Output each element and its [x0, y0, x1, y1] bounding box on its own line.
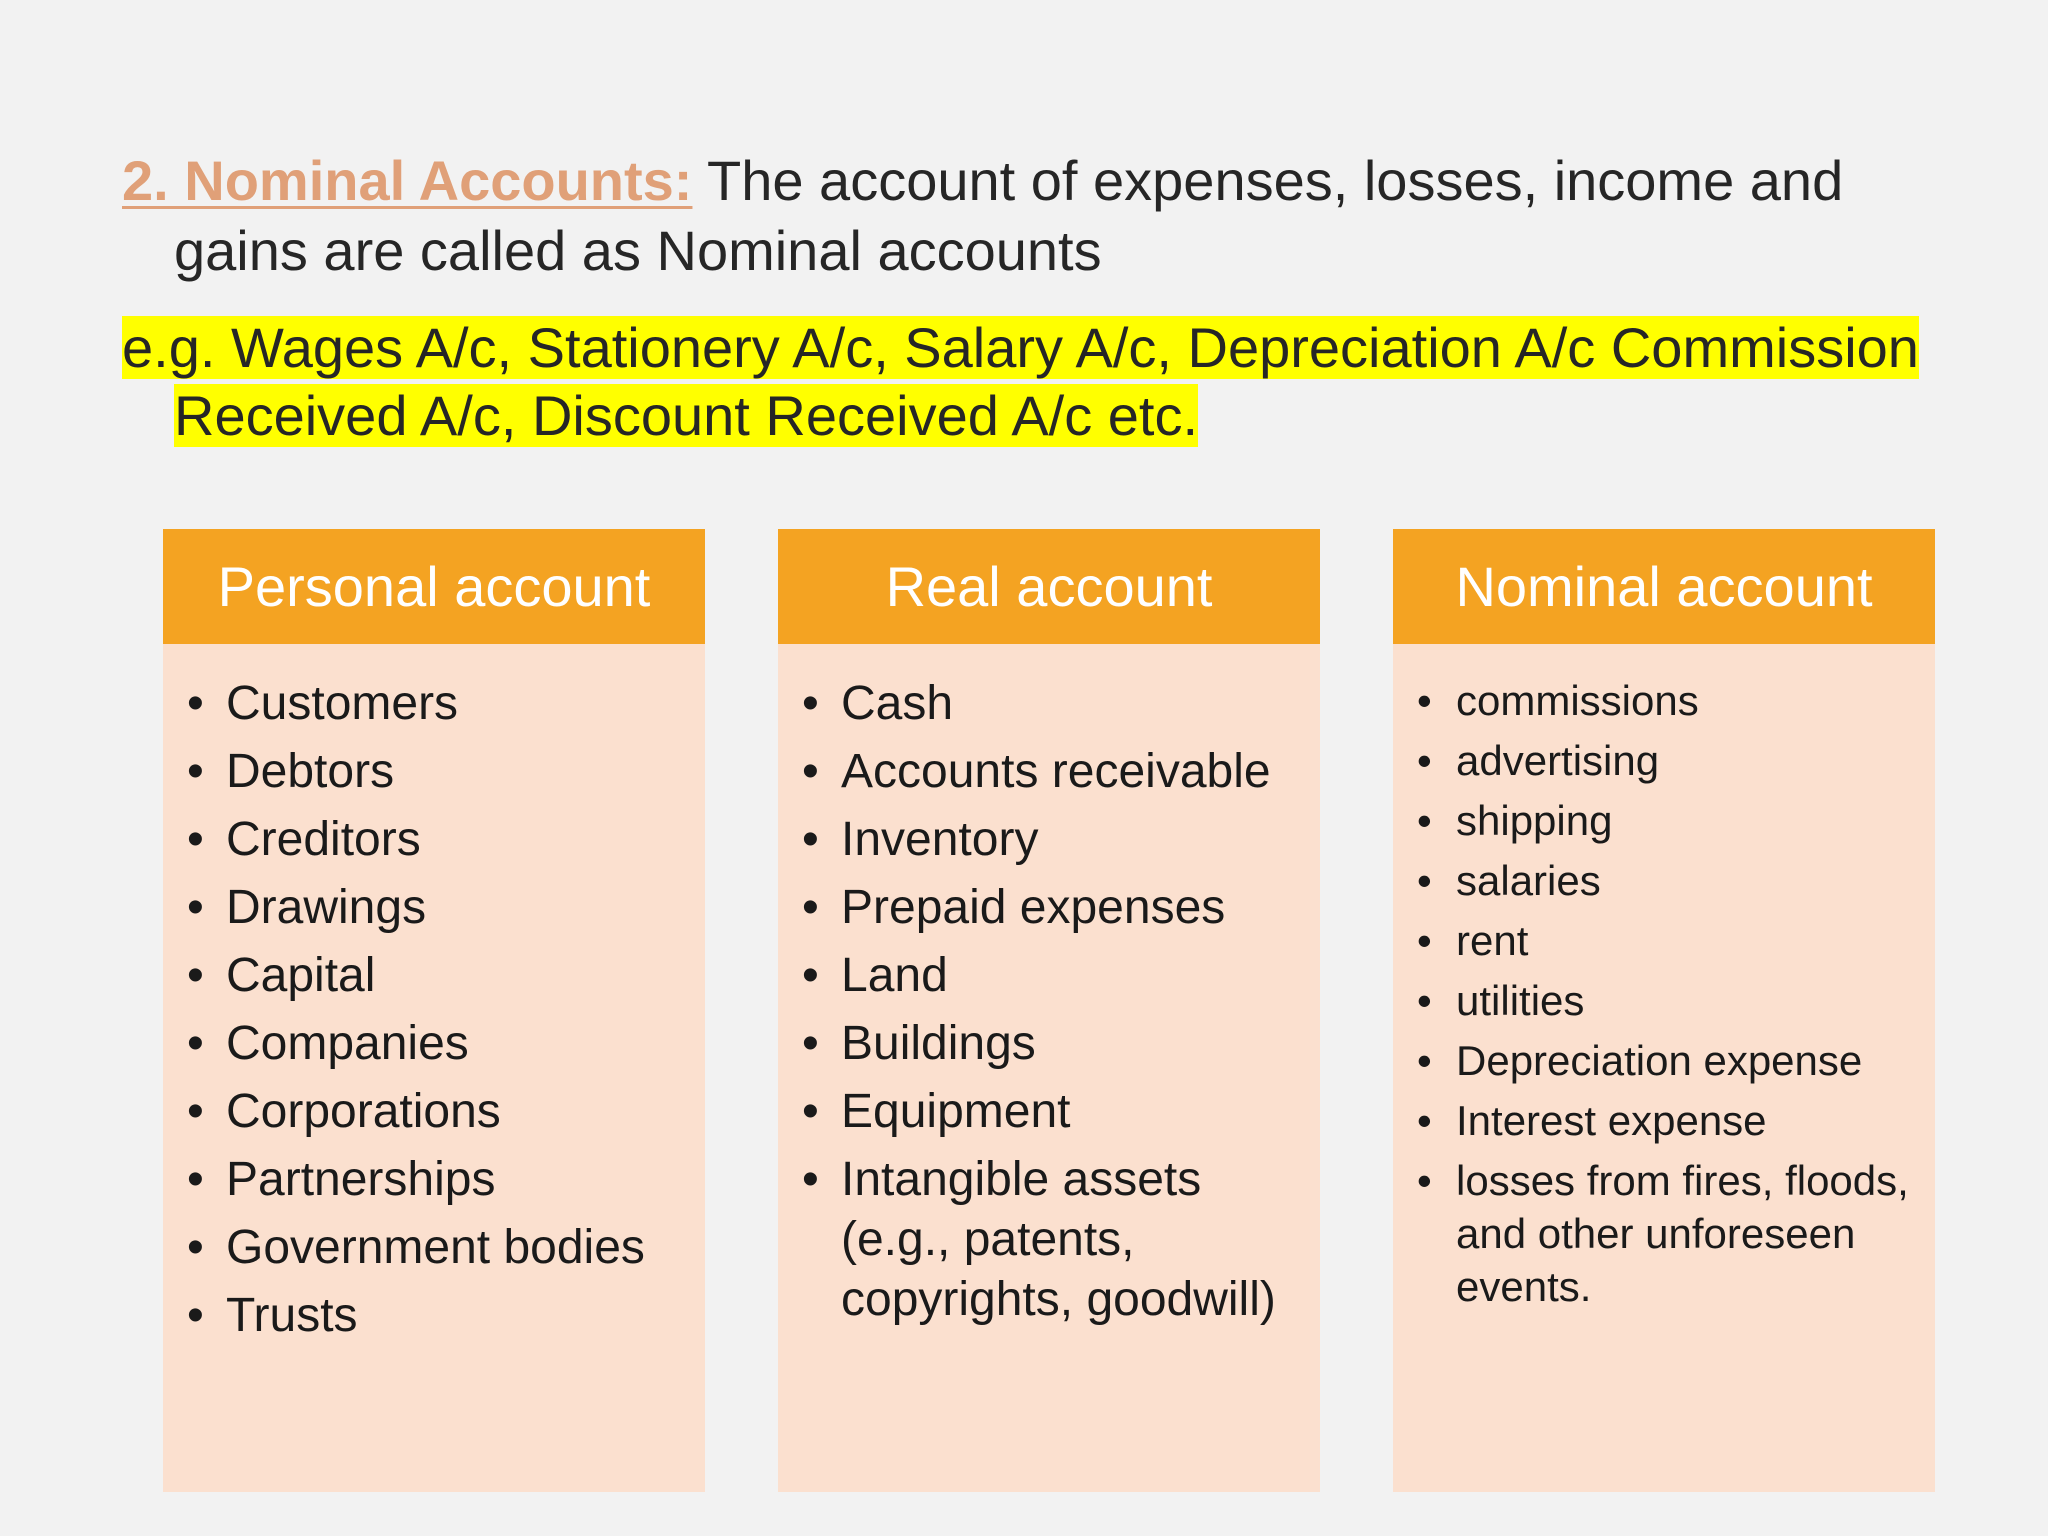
- list-item-label: Capital: [226, 949, 376, 1002]
- bullet-icon: •: [1417, 1037, 1432, 1084]
- list-item: [778, 1150, 1320, 1330]
- list-item: [163, 1286, 705, 1346]
- nominal-account-card: [1393, 529, 1935, 1492]
- bullet-icon: •: [1417, 677, 1432, 724]
- list-item: [163, 742, 705, 802]
- list-item-label: Depreciation expense: [1456, 1037, 1863, 1084]
- bullet-icon: •: [802, 1153, 819, 1206]
- list-item: [1393, 914, 1935, 967]
- list-item: [1393, 794, 1935, 847]
- definition-text-1: The account of expenses, losses, income and: [707, 149, 1844, 212]
- nominal-account-list: [1393, 644, 1935, 1313]
- list-item-label: Partnerships: [226, 1153, 496, 1206]
- bullet-icon: •: [802, 677, 819, 730]
- real-account-card: [778, 529, 1320, 1492]
- list-item: [163, 810, 705, 870]
- list-item: [163, 878, 705, 938]
- bullet-icon: •: [187, 677, 204, 730]
- real-account-title: Real account: [778, 529, 1320, 644]
- examples-line-2: [122, 382, 2002, 450]
- list-item: [163, 674, 705, 734]
- list-item: [778, 810, 1320, 870]
- list-item: [778, 878, 1320, 938]
- bullet-icon: •: [187, 1017, 204, 1070]
- bullet-icon: •: [1417, 1157, 1432, 1204]
- list-item-label: Land: [841, 949, 948, 1002]
- list-item-label: Prepaid expenses: [841, 881, 1226, 934]
- list-item-label: advertising: [1456, 737, 1660, 784]
- list-item-label: shipping: [1456, 797, 1613, 844]
- bullet-icon: •: [187, 1085, 204, 1138]
- list-item-label: Drawings: [226, 881, 427, 934]
- list-item: [1393, 854, 1935, 907]
- bullet-icon: •: [187, 1153, 204, 1206]
- bullet-icon: •: [1417, 737, 1432, 784]
- bullet-icon: •: [802, 813, 819, 866]
- bullet-icon: •: [187, 813, 204, 866]
- bullet-icon: •: [1417, 917, 1432, 964]
- examples-text-1: e.g. Wages A/c, Stationery A/c, Salary A/c, Depreciation A/c Commission: [122, 316, 1919, 379]
- list-item-label: Creditors: [226, 813, 421, 866]
- bullet-icon: •: [1417, 1097, 1432, 1144]
- list-item: [1393, 1154, 1935, 1313]
- definition-term: 2. Nominal Accounts:: [122, 149, 693, 212]
- bullet-icon: •: [187, 1221, 204, 1274]
- list-item-label: utilities: [1456, 977, 1585, 1024]
- list-item-label: Companies: [226, 1017, 469, 1070]
- bullet-icon: •: [1417, 857, 1432, 904]
- list-item-label: rent: [1456, 917, 1529, 964]
- personal-account-title: Personal account: [163, 529, 705, 644]
- bullet-icon: •: [802, 881, 819, 934]
- list-item: [163, 946, 705, 1006]
- list-item: [778, 1082, 1320, 1142]
- bullet-icon: •: [1417, 977, 1432, 1024]
- list-item-label: Customers: [226, 677, 459, 730]
- nominal-account-title: Nominal account: [1393, 529, 1935, 644]
- bullet-icon: •: [187, 949, 204, 1002]
- list-item-label: commissions: [1456, 677, 1699, 724]
- list-item: [163, 1218, 705, 1278]
- bullet-icon: •: [187, 1289, 204, 1342]
- list-item-label: Cash: [841, 677, 954, 730]
- definition-text-2: gains are called as Nominal accounts: [174, 219, 1102, 282]
- list-item: [1393, 674, 1935, 727]
- list-item-label: Buildings: [841, 1017, 1036, 1070]
- bullet-icon: •: [802, 949, 819, 1002]
- list-item-label: Debtors: [226, 745, 395, 798]
- definition-line-1: [122, 146, 1942, 216]
- list-item: [1393, 734, 1935, 787]
- personal-account-card: [163, 529, 705, 1492]
- bullet-icon: •: [802, 745, 819, 798]
- list-item-label: losses from fires, floods, and other unforeseen events.: [1456, 1157, 1909, 1310]
- list-item: [778, 946, 1320, 1006]
- list-item: [163, 1150, 705, 1210]
- list-item-label: Trusts: [226, 1289, 358, 1342]
- list-item-label: Equipment: [841, 1085, 1071, 1138]
- list-item: [778, 674, 1320, 734]
- examples-text-2: Received A/c, Discount Received A/c etc.: [174, 384, 1199, 447]
- list-item: [778, 1014, 1320, 1074]
- bullet-icon: •: [802, 1085, 819, 1138]
- list-item: [163, 1014, 705, 1074]
- list-item: [1393, 1034, 1935, 1087]
- list-item-label: Interest expense: [1456, 1097, 1767, 1144]
- list-item-label: salaries: [1456, 857, 1601, 904]
- real-account-list: [778, 644, 1320, 1330]
- list-item: [778, 742, 1320, 802]
- bullet-icon: •: [187, 881, 204, 934]
- list-item-label: Government bodies: [226, 1221, 645, 1274]
- bullet-icon: •: [802, 1017, 819, 1070]
- examples-line-1: [122, 314, 2002, 382]
- list-item-label: Accounts receivable: [841, 745, 1271, 798]
- list-item: [1393, 1094, 1935, 1147]
- list-item-label: Intangible assets (e.g., patents, copyrights, goodwill): [841, 1153, 1276, 1326]
- definition-line-2: [122, 216, 1942, 286]
- list-item: [1393, 974, 1935, 1027]
- bullet-icon: •: [1417, 797, 1432, 844]
- list-item: [163, 1082, 705, 1142]
- list-item-label: Corporations: [226, 1085, 501, 1138]
- personal-account-list: [163, 644, 705, 1346]
- bullet-icon: •: [187, 745, 204, 798]
- list-item-label: Inventory: [841, 813, 1039, 866]
- nominal-accounts-definition: [122, 146, 1942, 286]
- examples-highlight: [122, 314, 2002, 450]
